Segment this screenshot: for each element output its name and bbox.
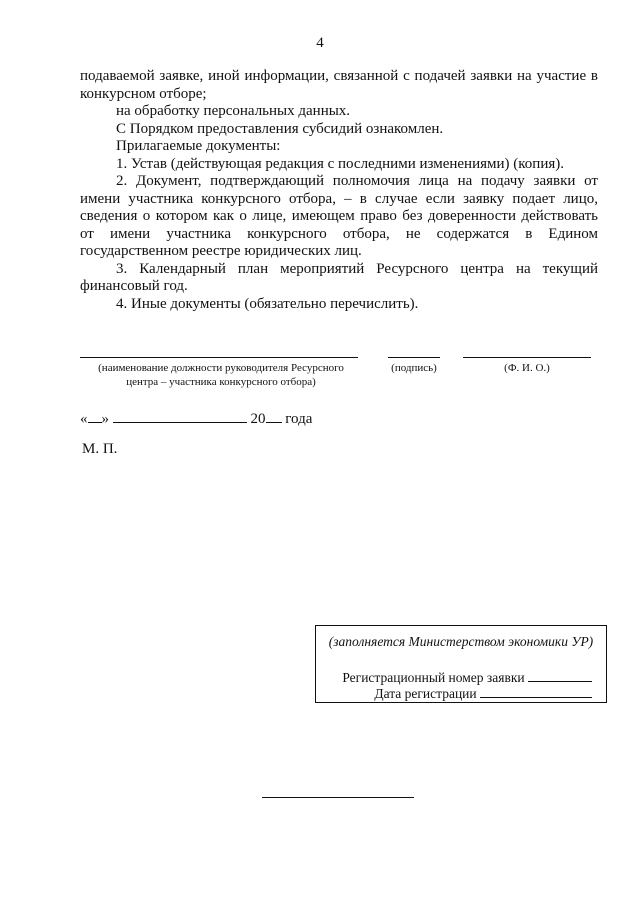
year-prefix: 20 [250,411,266,427]
stamp-label: М. П. [82,441,118,457]
date-close-quote: » [101,411,109,427]
month-blank [113,408,247,423]
year-blank [266,408,282,423]
page-number: 4 [316,35,324,51]
paragraph-item-3: 3. Календарный план мероприятий Ресурсного центра на текущий финансовый год. [80,260,598,294]
registration-date-label: Дата регистрации [374,686,477,701]
position-caption-line-2: центра – участника конкурсного отбора) [126,376,316,388]
paragraph-item-4: 4. Иные документы (обязательно перечислить). [116,295,419,312]
date-open-quote: « [80,411,88,427]
paragraph-consent-continuation: подаваемой заявке, иной информации, связанной с подачей заявки на участие в конкурсном отборе; [80,68,598,102]
position-caption-line-1: (наименование должности руководителя Ресурсного [98,362,344,374]
bottom-rule [262,797,414,798]
position-caption [80,361,362,389]
paragraph-item-2: 2. Документ, подтверждающий полномочия лица на подачу заявки от имени участника конкурсного отбора, – в случае если заявку подает лицо, сведения о котором как о лице, имеющем право без доверенности действовать от имени участника конкурсного отбора, не содержатся в Едином государственном реестре юридических лиц. [80,173,598,259]
day-blank [88,408,102,423]
date-line [80,408,312,428]
registration-number-blank [528,668,592,682]
signature-caption: (подпись) [391,362,437,374]
document-body [80,68,598,313]
registration-date-row [374,684,592,702]
paragraph-attached-documents-heading: Прилагаемые документы: [116,138,281,154]
paragraph-procedure-acknowledged: С Порядком предоставления субсидий ознакомлен. [116,120,444,137]
name-caption: (Ф. И. О.) [504,362,550,374]
signature-line [388,357,440,358]
registration-date-blank [480,684,592,698]
paragraph-personal-data: на обработку персональных данных. [116,103,351,119]
year-suffix: года [285,411,313,427]
registration-number-label: Регистрационный номер заявки [342,670,525,685]
name-signature-line [463,357,591,358]
position-signature-line [80,357,358,358]
registration-title: (заполняется Министерством экономики УР) [328,634,594,649]
registration-box [315,625,607,703]
paragraph-item-1: 1. Устав (действующая редакция с последними изменениями) (копия). [116,155,564,172]
